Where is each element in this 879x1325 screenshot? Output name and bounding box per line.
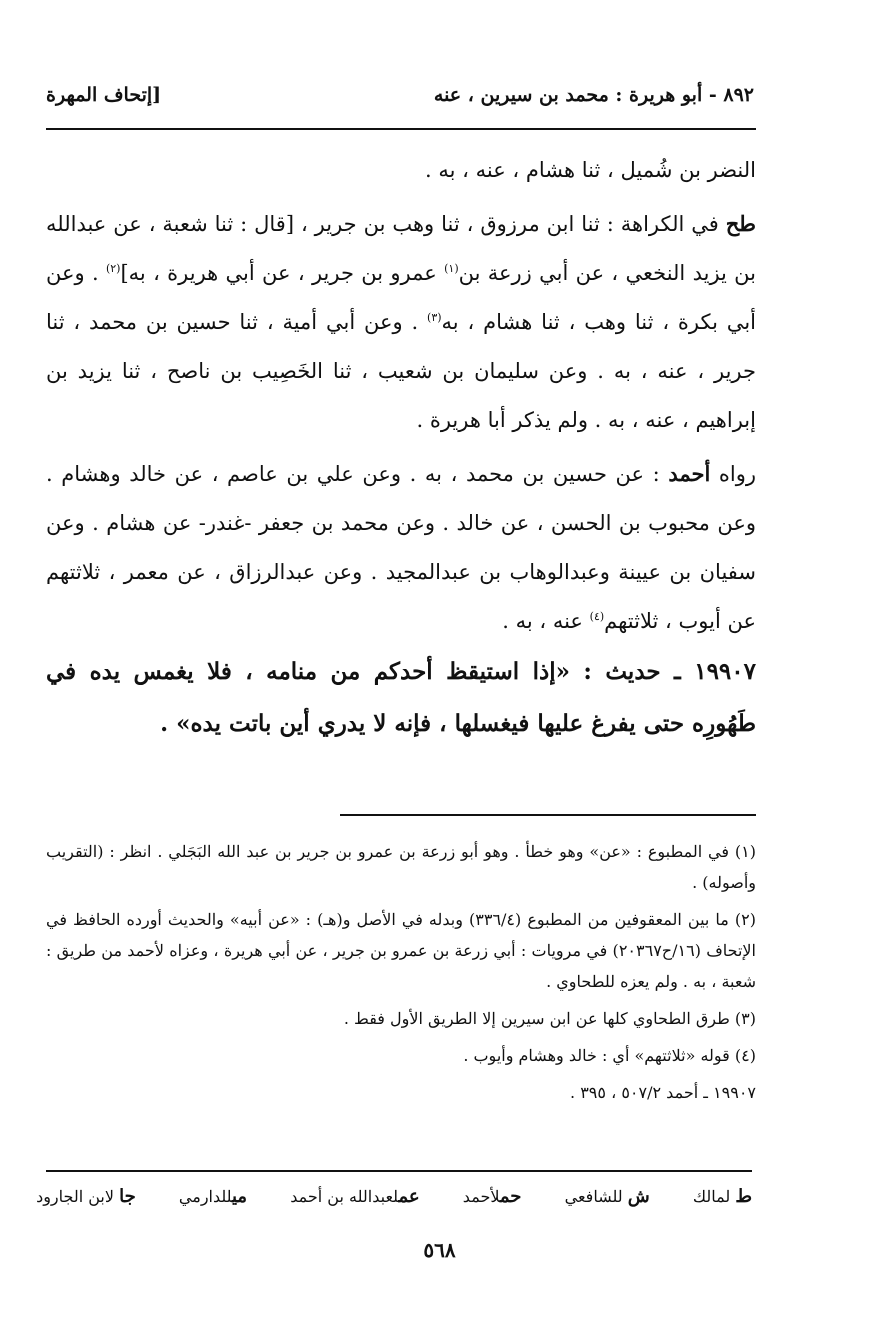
footnote: (١) في المطبوع : «عن» وهو خطأ . وهو أبو زرعة بن عمرو بن جرير بن عبد الله البَجَلي . انظر : (التقريب وأصوله) . [46,842,756,892]
paragraph-tahawi [46,199,756,445]
abbreviation-code: حم [499,1186,522,1207]
abbreviation [36,1182,136,1212]
footnote-ref: (١) [444,262,459,275]
paragraph-text: في الكراهة : ثنا ابن مرزوق ، ثنا وهب بن جرير ، [قال : ثنا شعبة ، عن عبدالله بن يزيد النخعي ، عن أبي زرعة بن [46,212,757,285]
abbreviations-key [36,1182,752,1212]
footnote: ١٩٩٠٧ ـ أحمد ٥٠٧/٢ ، ٣٩٥ . [570,1083,756,1102]
hadith-text: ـ حديث : «إذا استيقظ أحدكم من منامه ، فلا يغمس يده في طَهُورِه حتى يفرغ عليها فيغسلها ، فإنه لا يدري أين باتت يده» . [46,658,756,737]
hadith-number: ١٩٩٠٧ [694,658,756,685]
header-divider [46,128,756,130]
main-text [46,146,756,750]
text-line [46,146,756,195]
footnotes [46,836,756,1114]
abbreviation-label: لمالك [692,1187,731,1206]
book-title: [إتحاف المهرة [46,84,162,106]
page-header [46,78,754,112]
abbreviation-code: ط [735,1186,752,1207]
text-line-content: النضر بن شُميل ، ثنا هشام ، عنه ، به . [425,158,756,182]
abbreviation [463,1182,522,1212]
abbreviation [179,1182,247,1212]
abbreviation [565,1182,650,1212]
abbreviation-code: جا [119,1186,136,1207]
abbreviation-label: لأحمد [462,1187,500,1206]
footnote: (٢) ما بين المعقوفين من المطبوع (٣٣٦/٤) وبدله في الأصل و(هـ) : «عن أبيه» والحديث أورده الحافظ في الإتحاف (١٦/ح٢٠٣٦٧) في مرويات : أبي زرعة بن عمرو بن جرير ، عن أبي هريرة ، وعزاه لأحمد من طريق : شعبة ، به . ولم يعزه للطحاوي . [46,910,757,991]
abbreviation-label: لعبدالله بن أحمد [290,1187,399,1206]
hadith-entry [46,646,756,750]
footnote-ref: (٢) [105,262,121,275]
paragraph-text: عمرو بن جرير ، عن أبي هريرة ، به] [120,261,445,285]
footnote-ref: (٣) [427,311,442,324]
paragraph-ahmad [46,449,756,646]
paragraph-text: عنه ، به . [502,609,590,633]
abbreviation-code: عم [398,1186,420,1207]
abbreviation-label: لابن الجارود [36,1187,115,1206]
abbreviation-code: مي [231,1186,248,1207]
abbreviation-code: ش [627,1186,650,1207]
page-number: ٥٦٨ [423,1238,456,1262]
paragraph-text: : عن حسين بن محمد ، به . وعن علي بن عاصم ، عن خالد وهشام . وعن محبوب بن الحسن ، عن خالد . وعن محمد بن جعفر -غندر- عن هشام . وعن سفيان بن عيينة وعبدالوهاب بن عبدالمجيد . وعن عبدالرزاق ، عن معمر ، ثلاثتهم عن أيوب ، ثلاثتهم [46,462,756,633]
source-name: أحمد [668,461,711,486]
paragraph-text: . وعن أبي أمية ، ثنا حسين بن محمد ، ثنا جرير ، عنه ، به . وعن سليمان بن شعيب ، ثنا الخَصِيب بن ناصح ، ثنا يزيد بن إبراهيم ، عنه ، به . ولم يذكر أبا هريرة . [46,310,756,432]
footnote: (٣) طرق الطحاوي كلها عن ابن سيرين إلا الطريق الأول فقط . [343,1009,756,1028]
paragraph-text: رواه [710,462,757,486]
footnote: (٤) قوله «ثلاثتهم» أي : خالد وهشام وأيوب . [463,1046,756,1065]
footnote-ref: (٤) [589,610,605,623]
abbreviation-label: للدارمي [178,1187,232,1206]
abbreviation [693,1182,752,1212]
paragraph-text: . وعن أبي بكرة ، ثنا وهب ، ثنا هشام ، به [46,261,756,334]
abbreviation [290,1182,419,1212]
abbreviation-label: للشافعي [564,1187,623,1206]
footnote-divider [340,814,756,816]
abbreviations-divider [46,1170,752,1172]
section-title: ٨٩٢ - أبو هريرة : محمد بن سيرين ، عنه [433,84,754,106]
source-code: طح [725,211,756,236]
